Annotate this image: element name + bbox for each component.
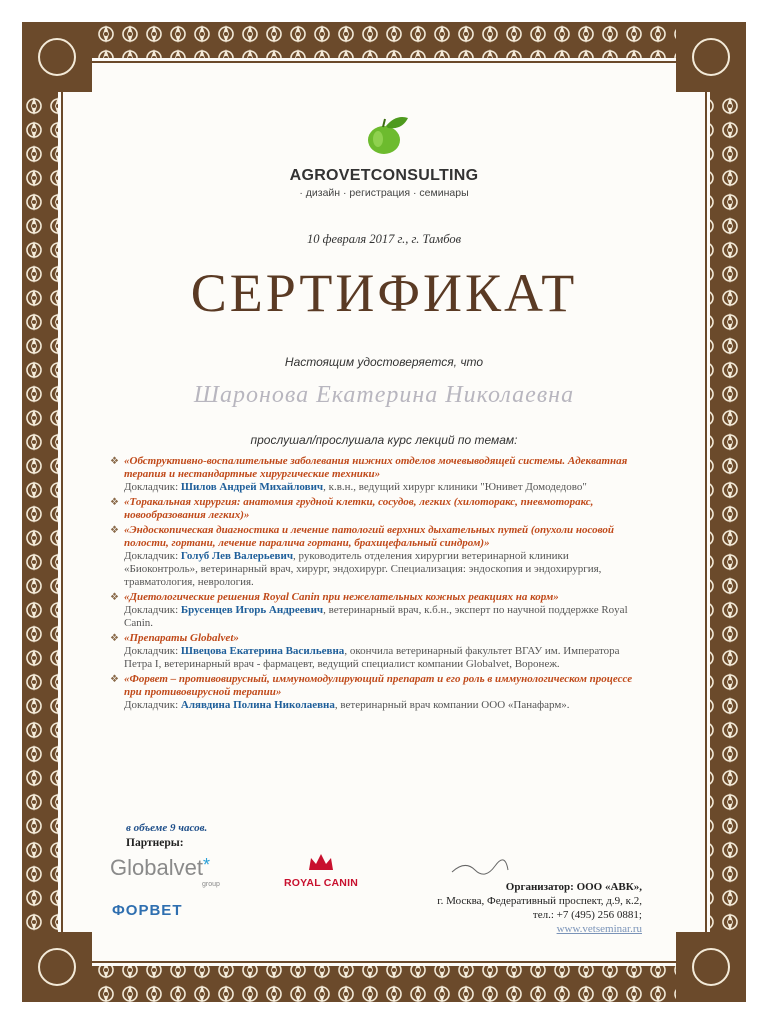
diamond-bullet-icon: ❖ — [110, 456, 119, 467]
topic-title: «Торакальная хирургия: анатомия грудной клетки, сосудов, легких (хилоторакс, пневмоторакс, новообразования легких)» — [124, 496, 594, 521]
apple-logo-icon — [356, 112, 412, 156]
organizer-website-link[interactable]: www.vetseminar.ru — [556, 923, 642, 935]
organizer-block — [380, 880, 642, 936]
topic-speaker: Докладчик: Голуб Лев Валерьевич, руководитель отделения хирургии ветеринарной клиники «Биоконтроль», ветеринарный врач, хирург, эндохирург. Специализация: эндоскопия и эндохирургия, травматология, неврология. — [124, 550, 602, 588]
list-item — [110, 632, 640, 671]
topic-speaker: Докладчик: Алявдина Полина Николаевна, ветеринарный врач компании ООО «Панафарм». — [124, 699, 570, 711]
globalvet-logo: Globalvet* group — [110, 855, 220, 888]
list-item — [110, 673, 640, 712]
topic-speaker: Докладчик: Швецова Екатерина Васильевна, окончила ветеринарный факультет ВГАУ им. Императора Петра I, ветеринарный врач - фармацевт, ведущий специалист компании Globalvet, Воронеж. — [124, 645, 620, 670]
course-volume: в объеме 9 часов. — [126, 822, 208, 834]
topic-title: «Эндоскопическая диагностика и лечение патологий верхних дыхательных путей (опухоли носовой полости, гортани, лечение паралича гортани, брахицефальный синдром)» — [124, 524, 614, 549]
organizer-address: г. Москва, Федеративный проспект, д.9, к.2, — [437, 895, 642, 907]
list-item — [110, 455, 640, 494]
date-place: 10 февраля 2017 г., г. Тамбов — [306, 232, 462, 246]
list-item — [110, 524, 640, 589]
topic-speaker: Докладчик: Шилов Андрей Михайлович, к.в.н., ведущий хирург клиники "Юнивет Домодедово" — [124, 481, 587, 493]
crown-icon — [307, 852, 335, 872]
star-icon: * — [202, 855, 210, 875]
brand-logo — [100, 112, 668, 199]
organizer-phone: тел.: +7 (495) 256 0881; — [532, 909, 642, 921]
list-item — [110, 496, 640, 522]
royal-canin-logo: ROYAL CANIN — [275, 852, 367, 889]
diamond-bullet-icon: ❖ — [110, 525, 119, 536]
forvet-logo: ФОРВЕТ — [112, 902, 183, 919]
topic-title: «Обструктивно-воспалительные заболевания нижних отделов мочевыводящей системы. Адекватная терапия и нестандартные хирургические техники» — [124, 455, 628, 480]
signature-icon — [450, 858, 510, 878]
certificate-title: СЕРТИФИКАТ — [190, 263, 578, 323]
topic-title: «Диетологические решения Royal Canin при нежелательных кожных реакциях на корм» — [124, 591, 559, 603]
diamond-bullet-icon: ❖ — [110, 592, 119, 603]
topics-list — [110, 455, 640, 714]
organizer-name: Организатор: ООО «АВК», — [505, 881, 642, 893]
listened-text: прослушал/прослушала курс лекций по темам: — [250, 433, 518, 447]
brand-tagline: · дизайн · регистрация · семинары — [299, 187, 469, 199]
certify-text: Настоящим удостоверяется, что — [284, 355, 484, 369]
topic-title: «Препараты Globalvet» — [124, 632, 239, 644]
recipient-name: Шаронова Екатерина Николаевна — [193, 382, 575, 408]
diamond-bullet-icon: ❖ — [110, 674, 119, 685]
topic-title: «Форвет – противовирусный, иммуномодулирующий препарат и его роль в иммунологическом процессе при противовирусной терапии» — [124, 673, 633, 698]
diamond-bullet-icon: ❖ — [110, 633, 119, 644]
brand-name: AGROVETCONSULTING — [289, 167, 479, 184]
diamond-bullet-icon: ❖ — [110, 497, 119, 508]
list-item — [110, 591, 640, 630]
certificate-content — [100, 100, 668, 935]
partners-label: Партнеры: — [126, 837, 184, 849]
topic-speaker: Докладчик: Брусенцев Игорь Андреевич, ветеринарный врач, к.б.н., эксперт по научной поддержке Royal Canin. — [124, 604, 628, 629]
